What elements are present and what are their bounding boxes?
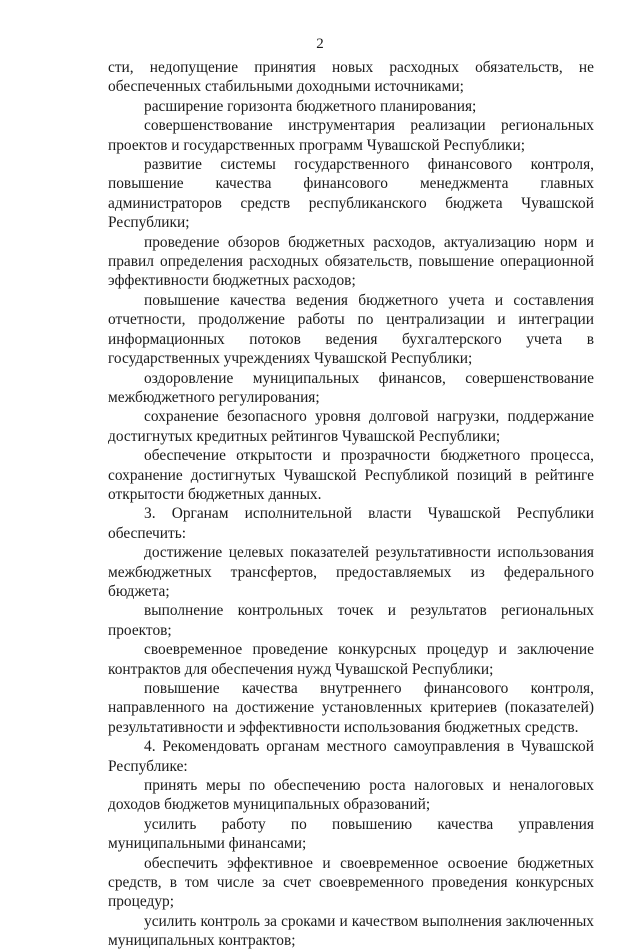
paragraph-continuation: сти, недопущение принятия новых расходных обязательств, не обеспеченных стабильными доходными источниками; (108, 59, 594, 96)
document-body (108, 58, 594, 951)
paragraph-budget-horizon: расширение горизонта бюджетного планирования; (144, 97, 477, 115)
paragraph-accounting: повышение качества ведения бюджетного учета и составления отчетности, продолжение работы по централизации и интеграции информационных потоков ведения бухгалтерского учета в государственных учреждениях Чувашской Республики; (108, 291, 594, 368)
paragraph-expense-reviews: проведение обзоров бюджетных расходов, актуализацию норм и правил определения расходных обязательств, повышение операционной эффективности бюджетных расходов; (108, 233, 594, 290)
paragraph-item-3: 3. Органам исполнительной власти Чувашской Республики обеспечить: (108, 505, 594, 542)
paragraph-item-4: 4. Рекомендовать органам местного самоуправления в Чувашской Республике: (108, 738, 594, 775)
page-number: 2 (316, 36, 324, 52)
paragraph-internal-control: повышение качества внутреннего финансового контроля, направленного на достижение установленных критериев (показателей) результативности и эффективности использования бюджетных средств. (108, 680, 594, 736)
paragraph-checkpoints: выполнение контрольных точек и результатов региональных проектов; (108, 602, 594, 639)
paragraph-financial-control: развитие системы государственного финансового контроля, повышение качества финансового менеджмента главных администраторов средств республиканского бюджета Чувашской Республики; (108, 156, 594, 232)
paragraph-debt-load: сохранение безопасного уровня долговой нагрузки, поддержание достигнутых кредитных рейтингов Чувашской Республики; (108, 408, 594, 445)
paragraph-municipal-finance: оздоровление муниципальных финансов, совершенствование межбюджетного регулирования; (108, 369, 594, 406)
paragraph-contract-control: усилить контроль за сроками и качеством выполнения заключенных муниципальных контрактов; (108, 912, 594, 950)
paragraph-transparency: обеспечение открытости и прозрачности бюджетного процесса, сохранение достигнутых Чувашской Республикой позиций в рейтинге открытости бюджетных данных. (108, 447, 594, 503)
paragraph-management-quality: усилить работу по повышению качества управления муниципальными финансами; (108, 815, 594, 853)
paragraph-revenue-growth: принять меры по обеспечению роста налоговых и неналоговых доходов бюджетов муниципальных образований; (108, 777, 594, 814)
paragraph-procurement: своевременное проведение конкурсных процедур и заключение контрактов для обеспечения нужд Чувашской Республики; (108, 641, 594, 678)
paragraph-instruments: совершенствование инструментария реализации региональных проектов и государственных программ Чувашской Республики; (108, 117, 594, 154)
paragraph-spending: обеспечить эффективное и своевременное освоение бюджетных средств, в том числе за счет своевременного проведения конкурсных процедур; (108, 854, 594, 911)
paragraph-target-indicators: достижение целевых показателей результативности использования межбюджетных трансфертов, предоставляемых из федерального бюджета; (108, 544, 594, 600)
